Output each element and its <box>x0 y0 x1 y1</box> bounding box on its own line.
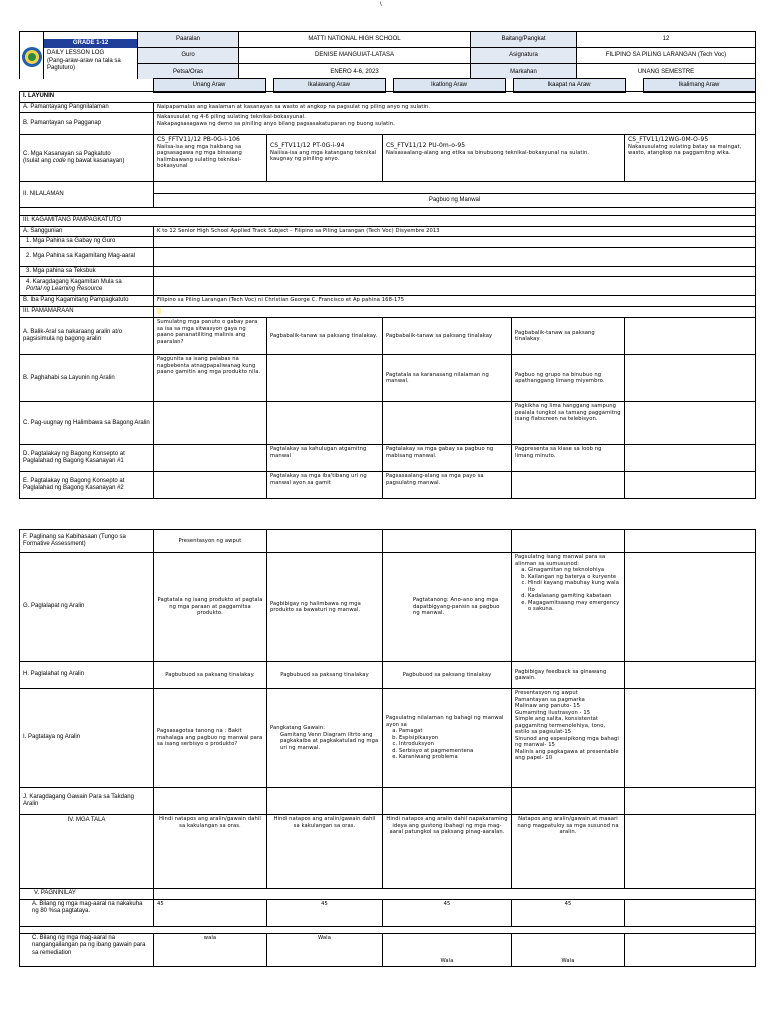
day-header-4: Ikaapat na Araw <box>513 79 625 93</box>
day-header-2: Ikalawang Araw <box>273 79 385 93</box>
balik-aral-day-3: Pagbabalik-tanaw sa paksang tinalakay <box>383 318 512 355</box>
kasanayan-day-2 <box>267 135 383 182</box>
kasanayan-text: Naiiisa-isa ang mga katangang teknikal kaugnay ng piniling anyo. <box>270 149 377 162</box>
pagtalakay-2-day-1 <box>154 472 267 499</box>
label-pagtataya: I. Pagtataya ng Aralin <box>20 689 154 788</box>
section-pagninilay: V. PAGNINILAY <box>20 889 154 900</box>
pagtataya-day-2 <box>267 689 383 788</box>
balik-aral-day-2: Pagbabalik-tanaw sa paksang tinalakay. <box>267 318 383 355</box>
label-pangnilalaman: A. Pamantayang Pangnilalaman <box>20 102 154 113</box>
label-remediation: C. Bilang ng mga mag-aaral na nangangailangan pa ng ibang gawain para sa remediation <box>20 933 154 966</box>
list-item: e. Magagamitsaang may emergency o sakuna. <box>528 600 621 613</box>
pagtalakay-1-day-2: Pagtalakay sa kahulugan atgamitng manwal <box>267 445 383 472</box>
balik-aral-day-1: Sumulatng mga panuto o gabay para sa isa sa mga sitwasyon gaya ng paano pananatiliting malinis ang paaralan? <box>154 318 267 355</box>
kasanayan-code: CS_FTV11/12 PT-0G-i-94 <box>270 142 345 149</box>
rubric-line: Malinis ang pagkagawa at presentable ang papel- 10 <box>515 748 619 761</box>
label-pag-uugnay: C. Pag-uugnay ng Halimbawa sa Bagong Aralin <box>20 402 154 445</box>
list-item: a. Pamagat <box>399 728 508 735</box>
kasanayan-text: Naisasaalang-alang ang etika sa binubuong teknikal-bokasyunal na sulatin. <box>386 149 590 156</box>
paglalapat-day-3: Pagtatanong: Ano-ano ang mga dapatbigyang-pansin sa pagbuo ng manwal. <box>383 553 512 662</box>
list-item: b. Kailangan ng baterya o kuryente <box>528 574 621 581</box>
rubric-line: Pamantayan sa pagmarka <box>515 696 585 703</box>
label-kagamitang-mag-aaral: 2. Mga Pahina sa Kagamitang Mag-aaral <box>20 247 154 266</box>
pagtalakay-1-day-3: Pagtalakay sa mga gabay sa pagbuo ng mabisang manwal. <box>383 445 512 472</box>
pagninilay-c-day-2: Wala <box>267 933 383 966</box>
pagninilay-c-day-4: Wala <box>512 933 625 966</box>
pagninilay-c-day-3: Wala <box>383 933 512 966</box>
label-iba-pang-kagamitan: B. Iba Pang Kagamitang Pampagkatuto <box>20 296 154 307</box>
pagtataya-list <box>386 728 508 761</box>
date-value: ENERO 4-6, 2023 <box>239 64 471 82</box>
pagtataya-intro: Pagsulatng nilalaman ng bahagi ng manwal ayon sa <box>386 715 504 728</box>
page-mark: \ <box>380 2 382 8</box>
paglalapat-day-4 <box>512 553 625 662</box>
pagtataya-title: Pangkatang Gawain: <box>270 725 326 731</box>
label-pagganap: B. Pamantayan sa Pagganap <box>20 113 154 135</box>
paghahabi-day-3: Pagtatala sa karanasang nilalaman ng manwal. <box>383 355 512 402</box>
balik-aral-day-4: Pagbabalik-tanaw sa paksang tinalakay <box>512 318 625 355</box>
subject-value: FILIPINO SA PILING LARANGAN (Tech Voc) <box>577 48 756 64</box>
day-header-5: Ikalimang Araw <box>643 79 755 93</box>
label-balik-aral: A. Balik-Aral sa nakaraang aralin at/o pagsisimula ng bagong aralin <box>20 318 154 355</box>
portal-line-1: 4. Karagdagang Kagamitan Mula sa <box>26 278 122 285</box>
label-pagtalakay-2: E. Pagtalakay ng Bagong Konsepto at Paglalahad ng Bagong Kasanayan #2 <box>20 472 154 499</box>
list-item: a. Ginagamitan ng teknolohiya <box>528 567 621 574</box>
subject-label: Asignatura <box>471 48 577 64</box>
school-label: Paaralan <box>138 32 239 48</box>
list-item: e. Karaniwang problema <box>399 754 508 761</box>
quarter-label: Markahan <box>471 64 577 82</box>
paglinang-day-3 <box>383 530 512 553</box>
pag-uugnay-day-3 <box>383 402 512 445</box>
pagtalakay-2-day-2: Pagtalakay sa mga iba'tibang uri ng manwal ayon sa gamit <box>267 472 383 499</box>
section-pamamaraan: III. PAMAMARAAN <box>20 306 154 318</box>
section-mga-tala: IV. MGA TALA <box>20 815 154 889</box>
date-label: Petsa/Oras <box>138 64 239 82</box>
label-paghahabi: B. Paghahabi sa Layunin ng Aralin <box>20 355 154 402</box>
school-seal-icon <box>21 44 43 70</box>
paglalapat-intro: Pagsulatng isang manwal para sa alinman sa sumusunod: <box>515 554 606 567</box>
paglinang-day-2 <box>267 530 383 553</box>
list-item: c. Hindi kayang mabuhay kung wala ito <box>528 580 621 593</box>
mga-tala-day-3: Hindi natapos ang aralin dahil napakaraming ideya ang gustong ibahagi ng mga mag-aaral patungkol sa paksang pinag-aaralan. <box>383 815 512 889</box>
mga-tala-day-1: Hindi natapos ang aralin/gawain dahil sa kakulangan sa oras. <box>154 815 267 889</box>
school-value: MATTI NATIONAL HIGH SCHOOL <box>239 32 471 48</box>
dll-header-table <box>19 31 756 82</box>
paghahabi-day-4: Pagbuo ng grupo na binubuo ng apathanggang limang miyembro. <box>512 355 625 402</box>
paghahabi-day-2 <box>267 355 383 402</box>
paglalahat-day-4: Pagbibigay feedback sa ginawang gawain. <box>512 662 625 689</box>
label-kasanayan <box>20 135 154 182</box>
paghahabi-day-1: Paggunita sa isang palabas na nagbebenta atnagpapaliwanag kung paano gamitin ang mga produkto nila. <box>154 355 267 402</box>
pagtataya-body: Gamitang Venn Diagram iltrto ang pagkakaiba at pagkakatulad ng mga uri ng manwal. <box>280 731 379 751</box>
paglalapat-day-1: Pagtatala ng isang produkto at pagtala ng mga paraan at paggamitsa produkto. <box>154 553 267 662</box>
list-item: c. Introduksyon <box>399 741 508 748</box>
paglalahat-day-2: Pagbubuod sa paksang tinalakay <box>267 662 383 689</box>
pagtataya-day-3 <box>383 689 512 788</box>
pagtalakay-1-day-1 <box>154 445 267 472</box>
kasanayan-day-1 <box>154 135 267 182</box>
dll-title: DAILY LESSON LOG <box>47 50 105 56</box>
paglalahat-day-1: Pagbubuod sa paksang tinalakay. <box>154 662 267 689</box>
pagninilay-a-day-1: 45 <box>154 899 267 926</box>
rubric-line: Simple ang salita, konsistentat paggamitng termenolehiya, tono, estilo sa pagsulat-15 <box>515 716 606 735</box>
label-sanggunian: A. Sanggunian <box>20 226 154 237</box>
pag-uugnay-day-1 <box>154 402 267 445</box>
rubric-line: Malinaw ang panuto- 15 <box>515 703 580 709</box>
rubric-line: Presentasyon ng awput <box>515 690 578 696</box>
rubric-line: Gumamitng ilustrasyon - 15 <box>515 709 591 716</box>
lesson-plan-table-bottom <box>19 529 756 967</box>
list-item: b. Espisipikasyon <box>399 735 508 742</box>
label-bilang-80: A. Bilang ng mga mag-aaral na nakakuha ng 80 %sa pagtataya. <box>20 899 154 926</box>
grade-label: GRADE 1-12 <box>44 39 137 49</box>
paglalapat-list <box>515 567 621 613</box>
value-sanggunian: K to 12 Senior High School Applied Track Subject – Filipino sa Piling Larangan (Tech Voc) Disyembre 2013 <box>154 226 756 237</box>
section-layunin: I. LAYUNIN <box>20 92 756 103</box>
dll-subtitle: (Pang-araw-araw na tala sa Pagtuturo) <box>47 57 121 71</box>
pagganap-line-1: Nakasusulat ng 4-6 piling sulating teknikal-bokasyunal. <box>157 114 306 120</box>
list-item: d. Serbisyo at pagmementena <box>399 748 508 755</box>
value-pangnilalaman: Naipapamalas ang kaalaman at kasanayan sa wasto at angkop na pagsulat ng piling anyo ng sulatin. <box>154 102 756 113</box>
day-header-1: Unang Araw <box>153 79 265 93</box>
pagninilay-a-day-2: 45 <box>267 899 383 926</box>
level-value: 12 <box>577 32 756 48</box>
list-item: d. Kadalasang gamiting kabataan <box>528 593 621 600</box>
kasanayan-code: CS_FTV11/12 PU-0m-o-95 <box>386 142 466 149</box>
section-kagamitan: III. KAGAMITANG PAMPAGKATUTO <box>20 216 756 227</box>
label-portal <box>20 277 154 296</box>
pagtalakay-2-day-4 <box>512 472 625 499</box>
label-pagtalakay-1: D. Pagtalakay ng Bagong Konsepto at Paglalahad ng Bagong Kasanayan #1 <box>20 445 154 472</box>
level-label: Baitang/Pangkat <box>471 32 577 48</box>
value-pagganap <box>154 113 756 135</box>
pagtalakay-2-day-3: Pagsasaalang-alang sa mga payo sa pagsulatng manwal. <box>383 472 512 499</box>
kasanayan-title: C. Mga Kasanayan sa Pagkatuto <box>23 150 111 157</box>
paglalahat-day-3: Pagbubuod sa paksang tinalakay <box>383 662 512 689</box>
label-takdang-aralin: J. Karagdagang Gawain Para sa Takdang Aralin <box>20 788 154 815</box>
lesson-plan-table-top <box>19 91 756 499</box>
kasanayan-note-pre: (Isulat ang <box>23 158 53 164</box>
kasanayan-text: Naiisa-isa ang mga hakbang sa pagsasagawa ng mga binasang halimbawang sulating teknikal-bokasyunal <box>157 143 242 169</box>
kasanayan-note-post: ng bawat kasanayan) <box>65 158 125 164</box>
pagninilay-c-day-1: wala <box>154 933 267 966</box>
pagtataya-day-4 <box>512 689 625 788</box>
kasanayan-text: Nakasusulatng sulating batay sa maingat, wasto, atangkop na paggamitng wika. <box>628 143 742 156</box>
pagtataya-day-1: Pagsasagotsa tanong na : Bakit mahalaga ang pagbuo ng manwal para sa isang serbisyo o produkto? <box>154 689 267 788</box>
quarter-value: UNANG SEMESTRE <box>577 64 756 82</box>
kasanayan-code: CS_FFTV11/12 PB-0G-i-106 <box>157 136 240 143</box>
kasanayan-day-3 <box>383 135 625 182</box>
label-gabay-guro: 1. Mga Pahina sa Gabay ng Guro <box>20 237 154 248</box>
teacher-label: Guro <box>138 48 239 64</box>
pagninilay-a-day-4: 45 <box>512 899 625 926</box>
highlight-mark <box>157 308 161 314</box>
pagninilay-a-day-3: 45 <box>383 899 512 926</box>
mga-tala-day-2: Hindi natapos ang aralin/gawain dahil sa kakulangan sa oras. <box>267 815 383 889</box>
value-nilalaman: Pagbuo ng Manwal <box>154 194 756 208</box>
section-nilalaman: II. NILALAMAN <box>20 182 154 208</box>
kasanayan-day-4 <box>625 135 756 182</box>
pag-uugnay-day-2 <box>267 402 383 445</box>
teacher-value: DENISE MANGUIAT-LATASA <box>239 48 471 64</box>
paglinang-day-1: Presentasyon ng awput <box>154 530 267 553</box>
label-paglinang: F. Paglinang sa Kabihasaan (Tungo sa Formative Assessment) <box>20 530 154 553</box>
kasanayan-note-em: code <box>52 158 66 164</box>
pagganap-line-2: Nakapagsasagawa ng demo sa piniling anyo bilang pagsasakatuparan ng buong sulatin. <box>157 120 395 127</box>
dll-title-block <box>44 32 138 82</box>
portal-line-2: Portal ng Learning Resource <box>26 286 103 292</box>
day-header-3: Ikatlong Araw <box>393 79 505 93</box>
value-iba-pang-kagamitan: Filipino sa Piling Larangan (Tech Voc) ni Christian George C. Francisco et Ap pahina 168-175 <box>154 296 756 307</box>
paglalapat-day-2: Pagbibigay ng halimbawa ng mga produkto sa bawaturi ng manwal. <box>267 553 383 662</box>
label-teksbuk: 3. Mga pahina sa Teksbuk <box>20 266 154 277</box>
pagtalakay-1-day-4: Pagpresenta sa klase sa loob ng limang minuto. <box>512 445 625 472</box>
mga-tala-day-4: Natapos ang aralin/gawain at maaari nang magpatuloy sa mga susunod na aralin. <box>512 815 625 889</box>
label-paglalapat: G. Paglalapat ng Aralin <box>20 553 154 662</box>
pag-uugnay-day-4: Pagkikha ng lima hanggang sampung pealala tungkol sa tamang paggamitng isang flatscreen na telebisyon. <box>512 402 625 445</box>
label-paglalahat: H. Paglalahat ng Aralin <box>20 662 154 689</box>
rubric-line: Sinunod ang espesipikong mga bahagi ng manwal- 15 <box>515 735 619 748</box>
paglinang-day-4 <box>512 530 625 553</box>
kasanayan-code: CS_FTV11/12WG-0M-O-95 <box>628 136 709 143</box>
